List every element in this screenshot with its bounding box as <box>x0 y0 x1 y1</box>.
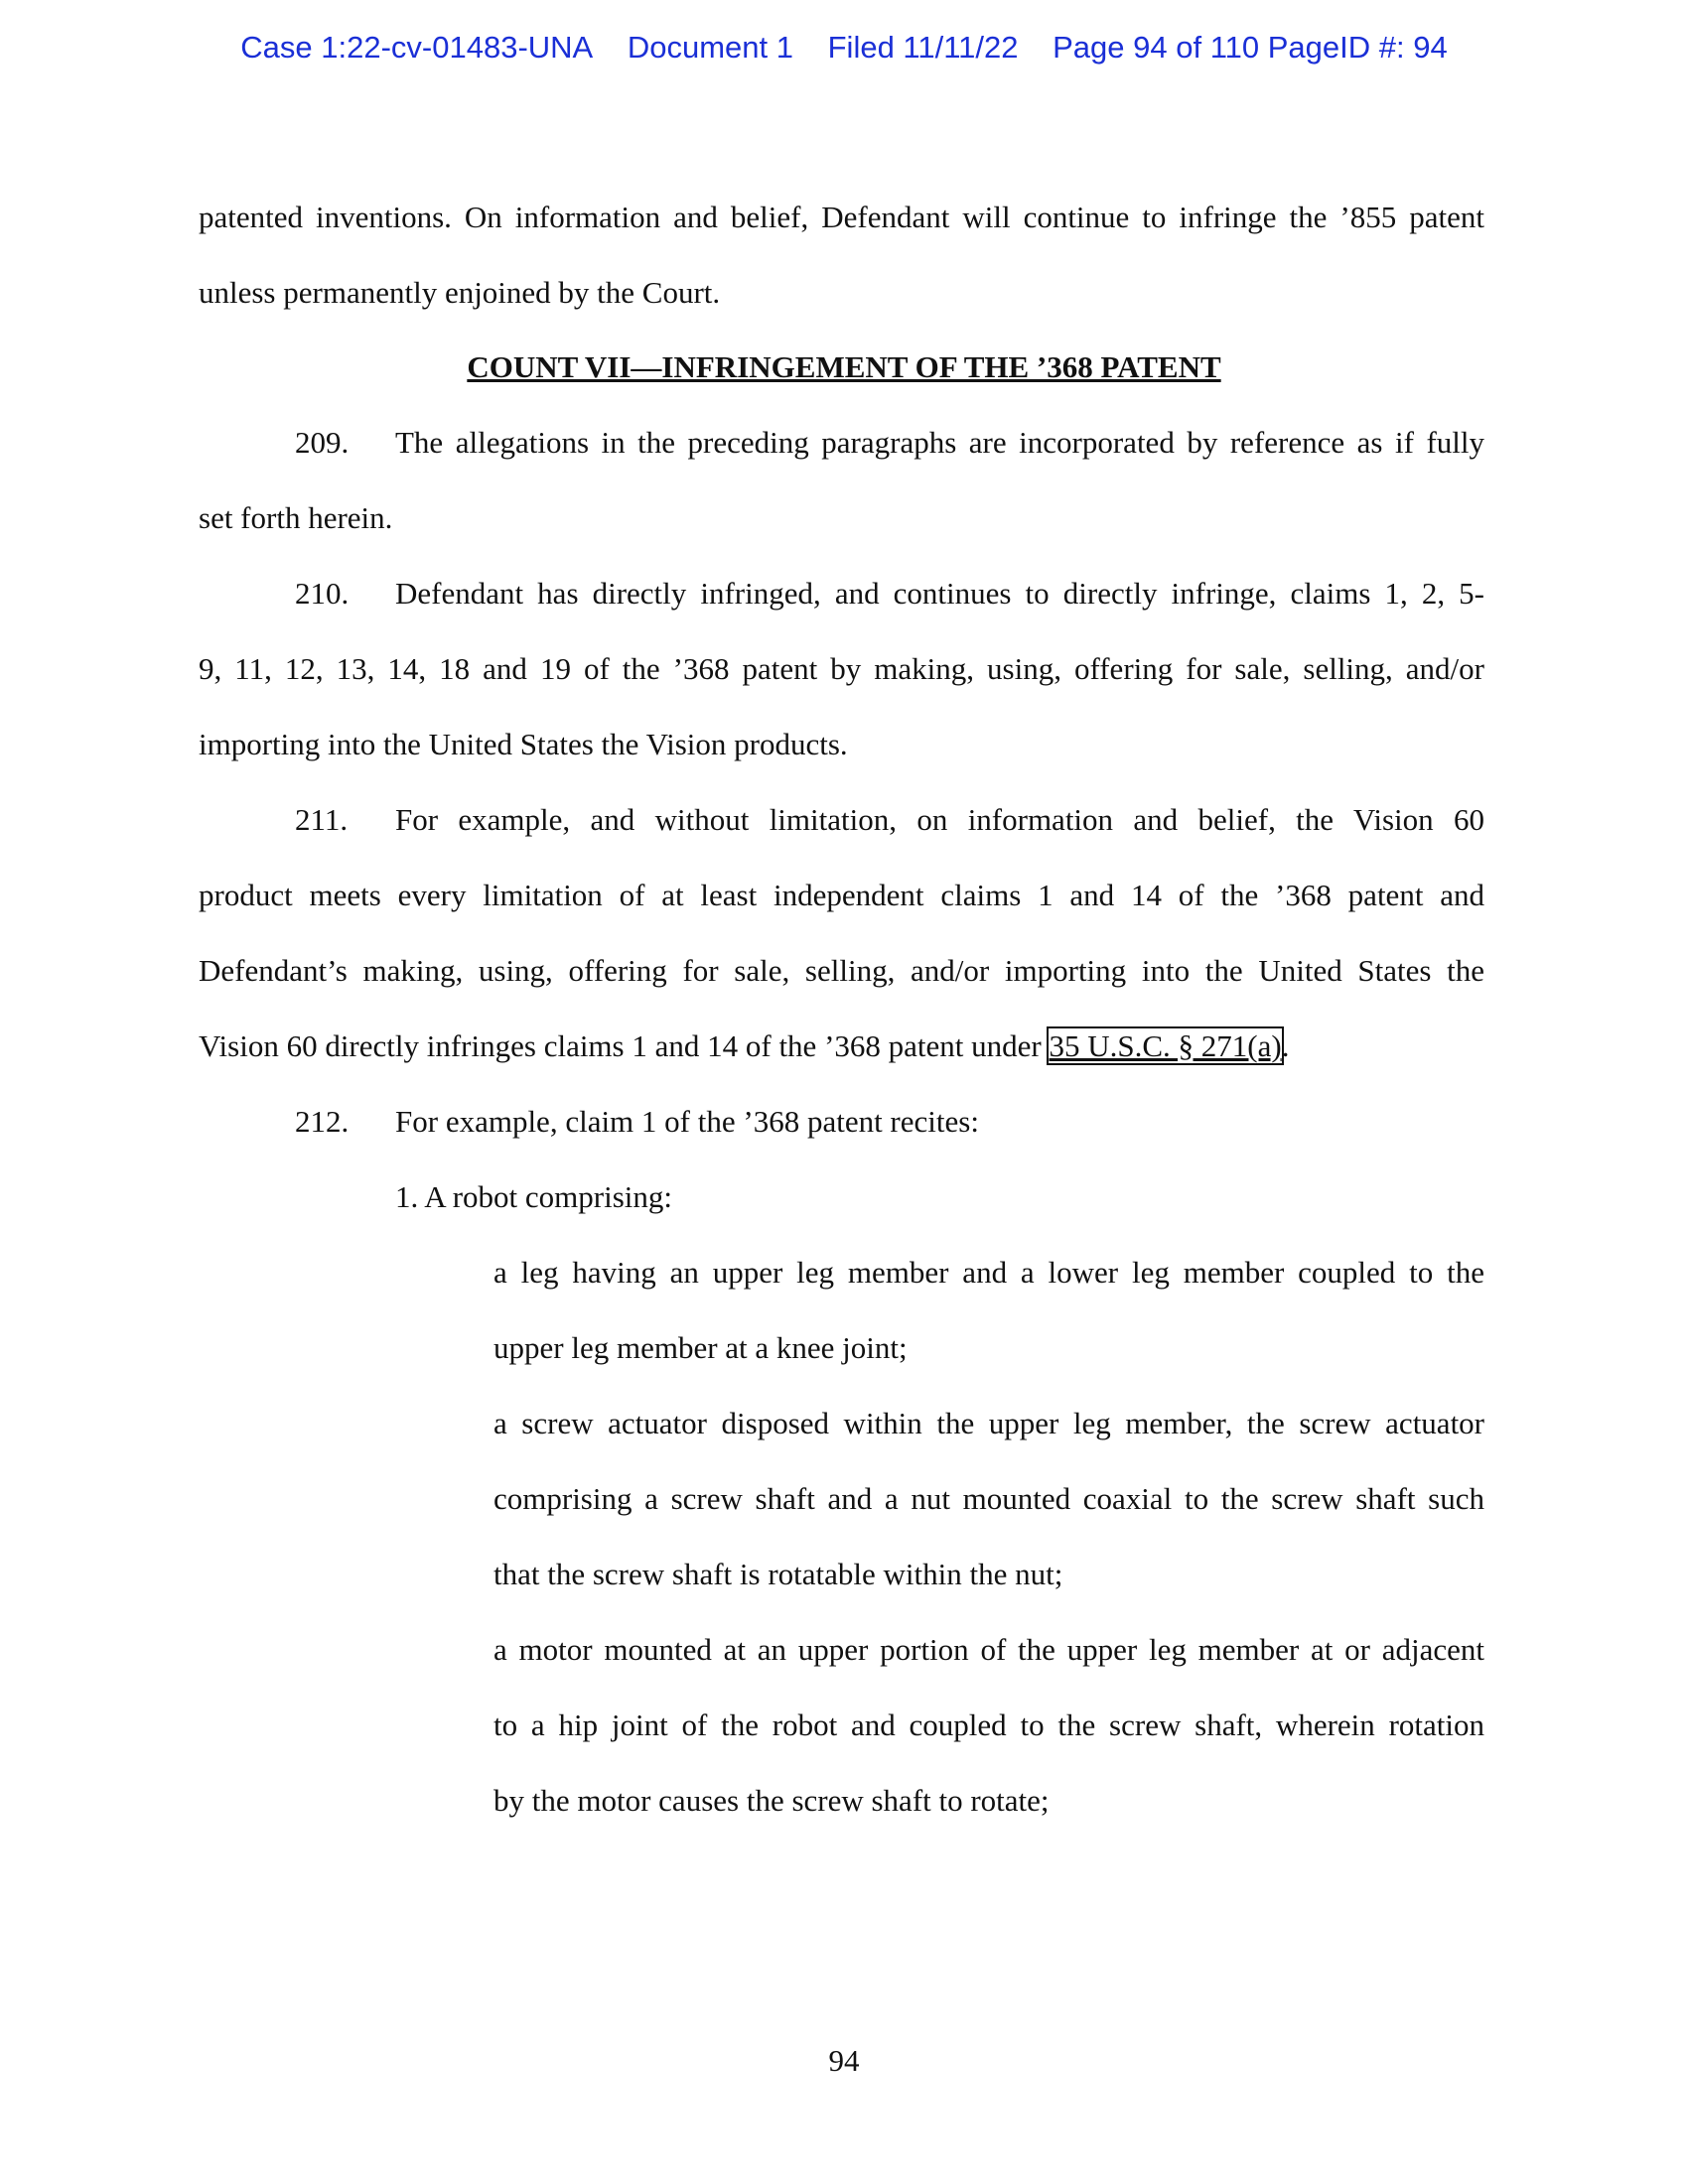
paragraph-number: 209. <box>295 425 350 460</box>
claim-element-b-line-3: that the screw shaft is rotatable within the nut; <box>493 1557 1063 1591</box>
paragraph-number: 210. <box>295 576 350 611</box>
claim-element-a-line-1: a leg having an upper leg member and a lower leg member coupled to the <box>493 1255 1484 1290</box>
paragraph-number: 212. <box>295 1104 350 1139</box>
ecf-header <box>0 30 1688 66</box>
p211-line-2: product meets every limitation of at least independent claims 1 and 14 of the ’368 patent and <box>199 878 1484 912</box>
intro-line-1: patented inventions. On information and belief, Defendant will continue to infringe the ’855 patent <box>199 200 1484 234</box>
p212-line-1: For example, claim 1 of the ’368 patent recites: <box>395 1104 979 1139</box>
p210-line-2: 9, 11, 12, 13, 14, 18 and 19 of the ’368 patent by making, using, offering for sale, selling, and/or <box>199 651 1484 686</box>
p211-line-4-text: Vision 60 directly infringes claims 1 and 14 of the ’368 patent under <box>199 1028 1050 1063</box>
p211-line-4-period: . <box>1281 1028 1290 1063</box>
p211-line-3: Defendant’s making, using, offering for sale, selling, and/or importing into the United States the <box>199 953 1484 988</box>
filed-date: Filed 11/11/22 <box>827 30 1019 65</box>
intro-line-2: unless permanently enjoined by the Court. <box>199 275 721 310</box>
p211-line-4 <box>199 1026 1289 1066</box>
statute-citation-link[interactable]: 35 U.S.C. § 271(a) <box>1049 1028 1282 1063</box>
p209-line-1: The allegations in the preceding paragraphs are incorporated by reference as if fully <box>395 425 1484 460</box>
claim-element-b-line-2: comprising a screw shaft and a nut mounted coaxial to the screw shaft such <box>493 1481 1484 1516</box>
p210-line-3: importing into the United States the Vision products. <box>199 727 848 761</box>
claim-element-c-line-1: a motor mounted at an upper portion of the upper leg member at or adjacent <box>493 1632 1484 1667</box>
page-id: Page 94 of 110 PageID #: 94 <box>1053 30 1448 65</box>
claim-element-c-line-3: by the motor causes the screw shaft to rotate; <box>493 1783 1050 1818</box>
page-number: 94 <box>828 2043 860 2078</box>
claim-intro: 1. A robot comprising: <box>395 1179 672 1214</box>
p210-line-1: Defendant has directly infringed, and continues to directly infringe, claims 1, 2, 5- <box>395 576 1484 611</box>
claim-element-a-line-2: upper leg member at a knee joint; <box>493 1330 908 1365</box>
claim-element-b-line-1: a screw actuator disposed within the upper leg member, the screw actuator <box>493 1406 1484 1440</box>
claim-element-c-line-2: to a hip joint of the robot and coupled to the screw shaft, wherein rotation <box>493 1707 1484 1742</box>
case-number: Case 1:22-cv-01483-UNA <box>240 30 594 65</box>
paragraph-number: 211. <box>295 802 349 837</box>
count-heading: COUNT VII—INFRINGEMENT OF THE ’368 PATENT <box>467 349 1221 384</box>
document-number: Document 1 <box>627 30 793 65</box>
p211-line-1: For example, and without limitation, on information and belief, the Vision 60 <box>395 802 1484 837</box>
p209-line-2: set forth herein. <box>199 500 393 535</box>
